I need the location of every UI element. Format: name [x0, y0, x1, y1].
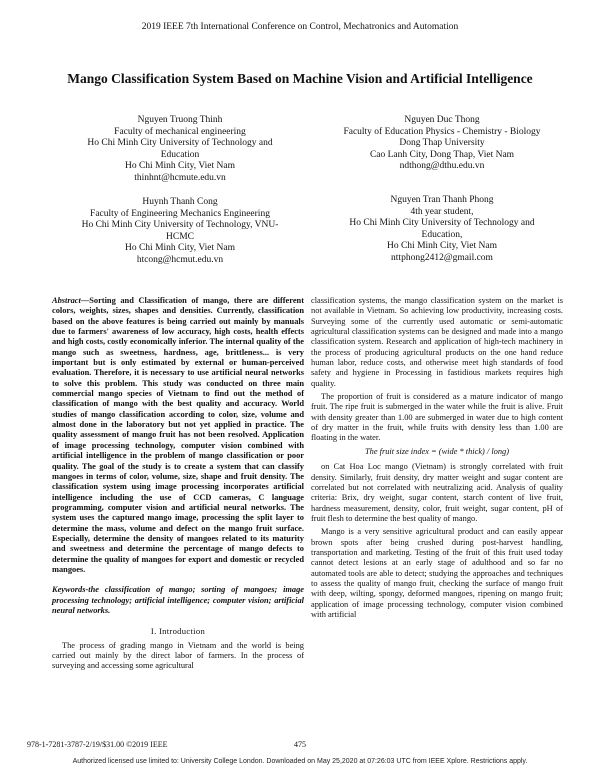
page-number: 475	[294, 740, 306, 749]
paragraph: The process of grading mango in Vietnam and the world is being carried out mainly by the direct labor of farmers. In the process of surveying and accessing some agricultural	[52, 640, 304, 671]
author-block-4	[318, 195, 566, 265]
author-affiliation: Faculty of mechanical engineering	[114, 126, 246, 137]
author-name: Huynh Thanh Cong	[142, 197, 218, 207]
author-email: thinhnt@hcmute.edu.vn	[134, 172, 226, 183]
right-column	[311, 296, 563, 620]
section-heading: I. Introduction	[150, 626, 206, 637]
author-block-3	[60, 197, 300, 267]
abstract	[52, 296, 304, 575]
license-notice: Authorized licensed use limited to: University College London. Downloaded on May 25,2020 at 07:26:03 UTC from IEEE Xplore. Restrictions apply.	[72, 758, 528, 765]
author-affiliation: 4th year student,	[410, 206, 474, 217]
author-location: Cao Lanh City, Dong Thap, Viet Nam	[369, 149, 515, 160]
left-column	[52, 296, 304, 672]
isbn-copyright: 978-1-7281-3787-2/19/$31.00 ©2019 IEEE	[27, 740, 168, 749]
author-affiliation: Ho Chi Minh City University of Technology and	[87, 138, 273, 149]
author-name: Nguyen Tran Thanh Phong	[390, 195, 494, 205]
conference-header: 2019 IEEE 7th International Conference on Control, Mechatronics and Automation	[141, 22, 459, 32]
author-location: Ho Chi Minh City, Viet Nam	[124, 243, 235, 254]
author-email: nttphong2412@gmail.com	[391, 252, 493, 263]
abstract-text: —Sorting and Classification of mango, there are different colors, weights, sizes, shapes and densities. Currently, classification based on the above features is being carried out mainly by manuals due to farmers' awareness of low accuracy, high costs, health effects and high costs, costly economically inferior. The internal quality of the mango such as sweetness, hardness, age, brittleness... is very important but is only estimated by external or human-perceived evaluation. Therefore, it is necessary to use artificial neural networks to solve this problem. This study was conducted on three main commercial mango species of Vietnam to find out the method of classification of mango with the best quality and accuracy. World studies of mango classification according to color, size, volume and almost done in the laboratory but not yet applied in practice. The quality assessment of mango fruit has not been resolved. Application of image processing technology, computer vision combined with artificial intelligence in the problem of mango classification or poor quality. The goal of the study is to create a system that can classify mangoes in terms of color, volume, size, shape and fruit density. The classification system using image processing incorporates artificial intelligence including the use of CCD cameras, C language programming, computer vision and artificial neural networks. The system uses the captured mango image, processing the split layer to determine the mass, volume and defect on the mango fruit surface. Especially, determine the density of mangoes related to its maturity and sweetness and determine the percentage of mango defects to determine the quality of mangoes for export and domestic or recycled mangoes.	[52, 296, 304, 574]
keywords: Keywords-the classification of mango; sorting of mangoes; image processing technology; artificial intelligence; computer vision; artificial neural networks.	[52, 585, 304, 615]
author-affiliation: Faculty of Engineering Mechanics Engineering	[90, 208, 270, 219]
author-email: htcong@hcmut.edu.vn	[136, 254, 224, 265]
author-name: Nguyen Truong Thinh	[137, 115, 223, 125]
paragraph: classification systems, the mango classification system on the market is not available in Vietnam. So achieving low productivity, increasing costs. Surveying some of the currently used automatic or semi-automatic agricultural classification systems can be designed and made into a mango classification system. Research and application of high-tech machinery in the process of producing agricultural products on the one hand reduce human labor, reduce costs, and otherwise meet high standards of food safety and hygiene in Processing in fastidious markets requires high quality.	[311, 296, 563, 388]
author-affiliation: Dong Thap University	[399, 138, 485, 149]
author-affiliation: Ho Chi Minh City University of Technology, VNU-	[81, 220, 279, 231]
author-affiliation: Education,	[421, 229, 463, 240]
author-affiliation: Faculty of Education Physics - Chemistry - Biology	[343, 126, 541, 137]
author-affiliation: Ho Chi Minh City University of Technology and	[349, 218, 535, 229]
abstract-lead: Abstract	[52, 296, 81, 305]
author-affiliation: Education	[160, 149, 200, 160]
paper-title: Mango Classification System Based on Machine Vision and Artificial Intelligence	[67, 71, 533, 86]
author-affiliation: HCMC	[166, 231, 194, 242]
author-block-1	[60, 115, 300, 185]
paragraph: on Cat Hoa Loc mango (Vietnam) is strongly correlated with fruit density. Similarly, fruit density, dry matter weight and sugar content are correlated but not correlated with neutralizing acid. Analysis of quality criteria: Brix, dry weight, sugar content, starch content of live fruit, hardness measurement, density, color, fruit weight, sugar content, pH of fruit flesh to determine the best quality of mango.	[311, 462, 563, 523]
paragraph: The proportion of fruit is considered as a mature indicator of mango fruit. The ripe fruit is submerged in the water while the fruit is alive. Fruit with density greater than 1.00 are submerged in water due to high content of dry matter in the fruit, while fruits with density less than 1.00 are floating in the water.	[311, 392, 563, 443]
author-email: ndthong@dthu.edu.vn	[399, 161, 485, 172]
paragraph: Mango is a very sensitive agricultural product and can easily appear brown spots after being crushed during post-harvest handling, transportation and marketing. Testing of the fruit of this fruit used today cannot detect lesions at an early stage of adulthood and so far no automated tools are able to detect; studying the approaches and techniques to assess the quality of mango fruit, checking the surface of mango fruit with deep, wilting, spongy, deformed mangoes, ripening on mango fruit; application of image processing technology, computer vision combined with artificial	[311, 527, 563, 619]
author-name: Nguyen Duc Thong	[404, 115, 480, 125]
author-location: Ho Chi Minh City, Viet Nam	[124, 161, 235, 172]
author-location: Ho Chi Minh City, Viet Nam	[386, 241, 497, 252]
formula: The fruit size index = (wide * thick) / long)	[364, 446, 510, 456]
author-block-2	[318, 115, 566, 173]
